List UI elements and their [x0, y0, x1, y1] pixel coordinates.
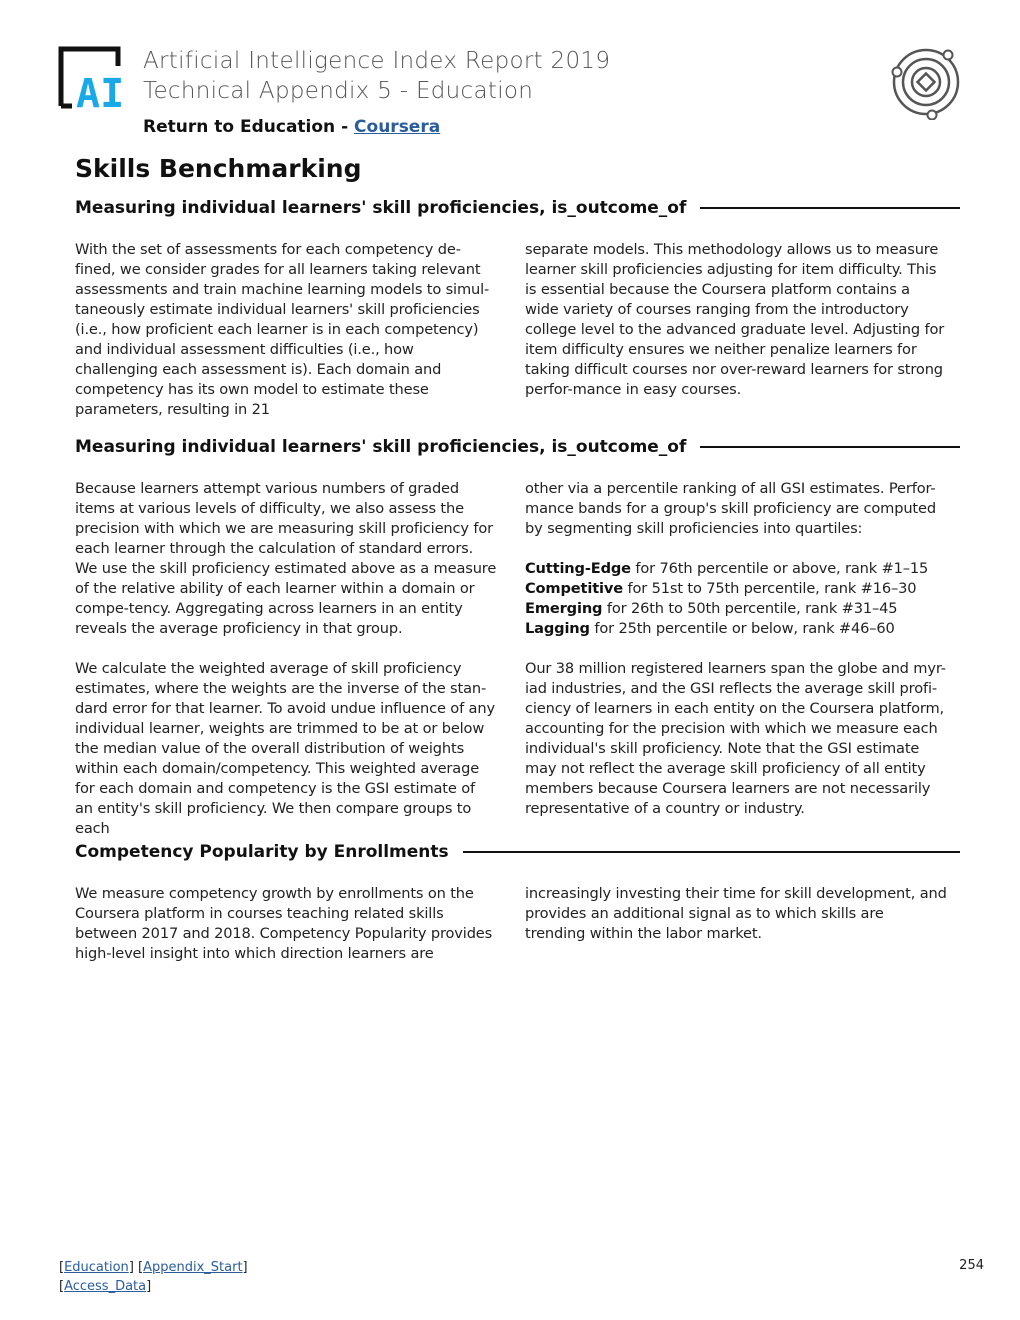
report-subtitle: Technical Appendix 5 - Education — [143, 78, 534, 104]
page-number: 254 — [959, 1258, 984, 1273]
heading-rule — [700, 446, 960, 448]
performance-bands — [525, 559, 947, 639]
paragraph: increasingly investing their time for skill development, and provides an additional signal as to which skills are trending within the labor market. — [525, 885, 947, 942]
paragraph: other via a percentile ranking of all GSI estimates. Perfor-mance bands for a group's skill proficiency are computed by segmenting skill proficiencies into quartiles: — [525, 480, 936, 537]
paragraph: Because learners attempt various numbers of graded items at various levels of difficulty, we also assess the precision with which we are measuring skill proficiency for each learner through the calculation of standard errors. We use the skill proficiency estimated above as a measure of the relative ability of each learner within a domain or compe-tency. Aggregating across learners in an entity reveals the average proficiency in that group. — [75, 480, 497, 637]
section-heading-3 — [75, 842, 960, 862]
ai-index-logo — [58, 46, 130, 110]
band-desc: for 26th to 50th percentile, rank #31–45 — [602, 600, 898, 617]
page-title: Skills Benchmarking — [75, 154, 362, 183]
paragraph: separate models. This methodology allows us to measure learner skill proficiencies adjusting for item difficulty. This is essential because the Coursera platform contains a wide variety of courses ranging from the introductory college level to the advanced graduate level. Adjusting for item difficulty ensures we neither penalize learners for taking difficult courses nor over-reward learners for strong perfor-mance in easy courses. — [525, 241, 945, 398]
paragraph: We measure competency growth by enrollments on the Coursera platform in courses teaching related skills between 2017 and 2018. Competency Popularity provides high-level insight into which direction learners are — [75, 885, 493, 962]
return-prefix: Return to Education - — [143, 117, 355, 137]
band-emerging — [525, 599, 947, 619]
band-name: Cutting-Edge — [525, 560, 631, 577]
band-desc: for 76th percentile or above, rank #1–15 — [630, 560, 929, 577]
paragraph: We calculate the weighted average of skill proficiency estimates, where the weights are the inverse of the stan-dard error for that learner. To avoid undue influence of any individual learner, weights are trimmed to be at or below the median value of the overall distribution of weights within each domain/competency. This weighted average for each domain and competency is the GSI estimate of an entity's skill proficiency. We then compare groups to each — [75, 660, 495, 837]
section-heading-1 — [75, 198, 960, 218]
section-2-left-column — [75, 479, 497, 839]
report-title: Artificial Intelligence Index Report 2019 — [143, 48, 611, 74]
section-heading-text: Measuring individual learners' skill proficiencies, is_outcome_of — [75, 437, 687, 457]
appendix-start-link[interactable]: Appendix_Start — [143, 1260, 243, 1275]
heading-rule — [463, 851, 960, 853]
heading-rule — [700, 207, 960, 209]
footer-line-1: [Education] [Appendix_Start] — [59, 1260, 248, 1275]
section-heading-text: Competency Popularity by Enrollments — [75, 842, 449, 862]
education-link[interactable]: Education — [64, 1260, 129, 1275]
band-lagging — [525, 619, 947, 639]
band-name: Lagging — [525, 620, 590, 637]
coursera-link[interactable]: Coursera — [354, 117, 441, 137]
band-cutting-edge — [525, 559, 947, 579]
section-1-right-column — [525, 240, 947, 400]
band-desc: for 51st to 75th percentile, rank #16–30 — [623, 580, 917, 597]
return-breadcrumb — [143, 117, 440, 137]
report-title-block — [143, 46, 610, 106]
section-heading-text: Measuring individual learners' skill proficiencies, is_outcome_of — [75, 198, 687, 218]
paragraph: With the set of assessments for each competency de-fined, we consider grades for all learners taking relevant assessments and train machine learning models to simul-taneously estimate individual learners' skill proficiencies (i.e., how proficient each learner is in each competency) and individual assessment difficulties (i.e., how challenging each assessment is). Each domain and competency has its own model to estimate these parameters, resulting in 21 — [75, 241, 490, 418]
footer-line-2: [Access_Data] — [59, 1279, 152, 1294]
access-data-link[interactable]: Access_Data — [64, 1279, 147, 1294]
band-name: Competitive — [525, 580, 624, 597]
section-1-left-column — [75, 240, 497, 420]
band-competitive — [525, 579, 947, 599]
orbit-emblem-icon — [888, 44, 964, 120]
band-desc: for 25th percentile or below, rank #46–60 — [589, 620, 895, 637]
section-3-right-column — [525, 884, 947, 944]
section-3-left-column — [75, 884, 497, 964]
footer-nav — [59, 1258, 248, 1296]
section-heading-2 — [75, 437, 960, 457]
logo-text: AI — [76, 71, 125, 110]
band-name: Emerging — [525, 600, 603, 617]
section-2-right-column — [525, 479, 947, 819]
paragraph: Our 38 million registered learners span the globe and myr-iad industries, and the GSI reflects the average skill profi-ciency of learners in each entity on the Coursera platform, accounting for the precision with which we measure each individual's skill proficiency. Note that the GSI estimate may not reflect the average skill proficiency of all entity members because Coursera learners are not necessarily representative of a country or industry. — [525, 660, 946, 817]
